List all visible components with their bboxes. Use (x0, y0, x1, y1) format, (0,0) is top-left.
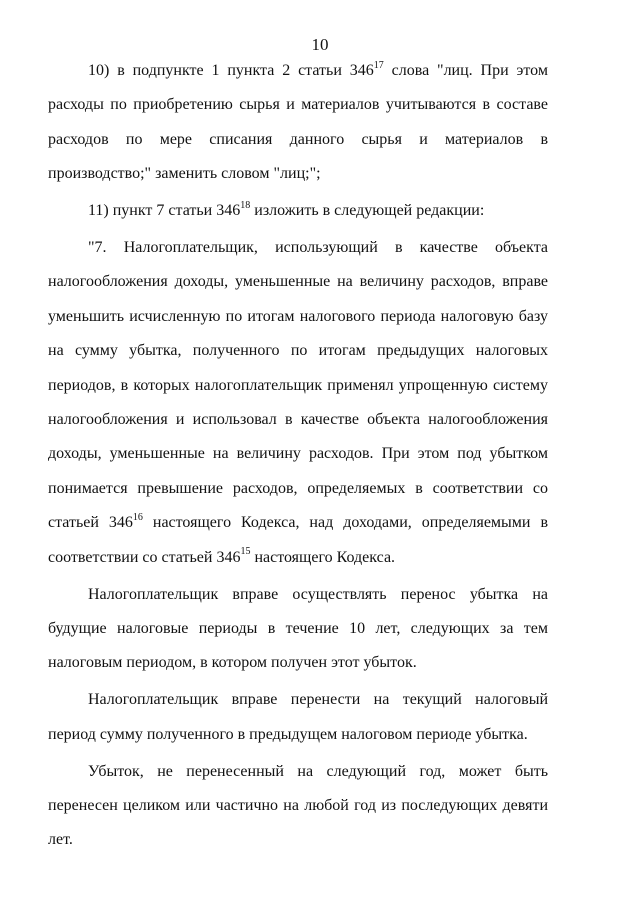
superscript-index: 18 (240, 199, 251, 211)
paragraph-text: изложить в следующей редакции: (250, 202, 485, 220)
page-number: 10 (311, 35, 329, 54)
paragraph-unused-loss: Убыток, не перенесенный на следующий год, может быть перенесен целиком или частично на любой год из последующих девяти лет. (48, 762, 548, 849)
paragraph-item-11 (48, 194, 548, 228)
quoted-clause-7 (48, 231, 548, 575)
paragraph-text: настоящего Кодекса, над доходами, определяемыми в соответствии со статьей 346 (48, 514, 548, 566)
paragraph-current-period-transfer: Налогоплательщик вправе перенести на текущий налоговый период сумму полученного в предыдущем налоговом периоде убытка. (48, 691, 548, 743)
paragraph-text: "7. Налогоплательщик, использующий в качестве объекта налогообложения доходы, уменьшенные на величину расходов, вправе уменьшить исчисленную по итогам налогового периода налоговую базу на сумму убытка, полученного по итогам предыдущих налоговых периодов, в которых налогоплательщик применял упрощенную систему налогообложения и использовал в качестве объекта налогообложения доходы, уменьшенные на величину расходов. При этом под убытком понимается превышение расходов, определяемых в соответствии со статьей 346 (48, 239, 548, 532)
document-body (48, 54, 548, 858)
paragraph-text: настоящего Кодекса. (250, 548, 396, 566)
paragraph-text: слова "лиц. При этом расходы по приобретению сырья и материалов учитываются в составе расходов по мере списания данного сырья и материалов в производство;" заменить словом "лиц;"; (48, 62, 548, 183)
superscript-index: 16 (132, 511, 143, 523)
paragraph-text: 11) пункт 7 статьи 346 (88, 202, 241, 220)
superscript-index: 17 (373, 59, 384, 71)
paragraph-item-10 (48, 54, 548, 192)
paragraph-text: 10) в подпункте 1 пункта 2 статьи 346 (88, 62, 374, 79)
superscript-index: 15 (240, 546, 251, 558)
paragraph-loss-carryforward: Налогоплательщик вправе осуществлять перенос убытка на будущие налоговые периоды в течение 10 лет, следующих за тем налоговым периодом, в котором получен этот убыток. (48, 585, 548, 672)
